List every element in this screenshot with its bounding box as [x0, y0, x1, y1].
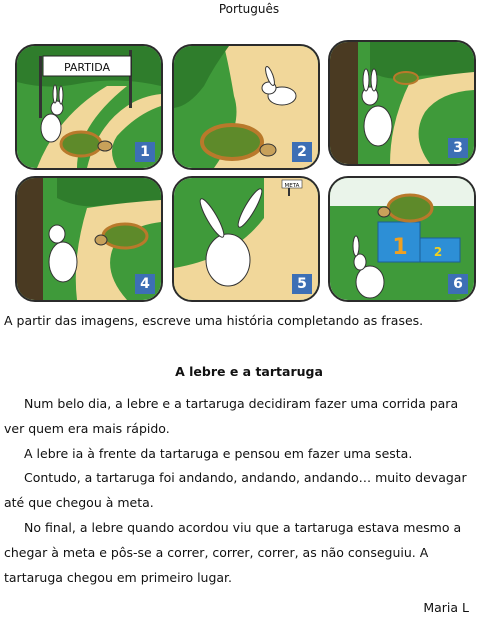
panel-number: 4	[135, 274, 155, 294]
finish-sign: META	[284, 183, 300, 189]
comic-panel-2	[172, 44, 320, 170]
author-name: Maria L	[423, 600, 469, 615]
panel-number: 2	[292, 142, 312, 162]
comic-panel-5	[172, 176, 320, 302]
story-paragraph: Contudo, a tartaruga foi andando, andando, andando… muito devagar até que chegou à meta.	[4, 470, 467, 511]
panel-number: 1	[135, 142, 155, 162]
panel-number: 3	[448, 138, 468, 158]
podium-first-place: 1	[392, 235, 408, 260]
comic-panel-3	[328, 40, 476, 166]
comic-panel-4	[15, 176, 163, 302]
comic-panel-6	[328, 176, 476, 302]
comic-panel-1	[15, 44, 163, 170]
story-paragraph: No final, a lebre quando acordou viu que a tartaruga estava mesmo a chegar à meta e pôs-se a correr, correr, correr, as não conseguiu. A tartaruga chegou em primeiro lugar.	[4, 519, 462, 585]
podium-second-place: 2	[433, 245, 443, 259]
story-body	[4, 392, 478, 590]
subject-heading: Português	[218, 2, 280, 16]
panel-number: 6	[448, 274, 468, 294]
panel-number: 5	[292, 274, 312, 294]
story-title: A lebre e a tartaruga	[175, 364, 323, 379]
story-paragraph: A lebre ia à frente da tartaruga e pensou em fazer uma sesta.	[24, 445, 413, 461]
start-sign: PARTIDA	[63, 61, 111, 74]
instruction-text: A partir das imagens, escreve uma história completando as frases.	[4, 313, 424, 328]
story-paragraph: Num belo dia, a lebre e a tartaruga decidiram fazer uma corrida para ver quem era mais rápido.	[4, 396, 459, 436]
